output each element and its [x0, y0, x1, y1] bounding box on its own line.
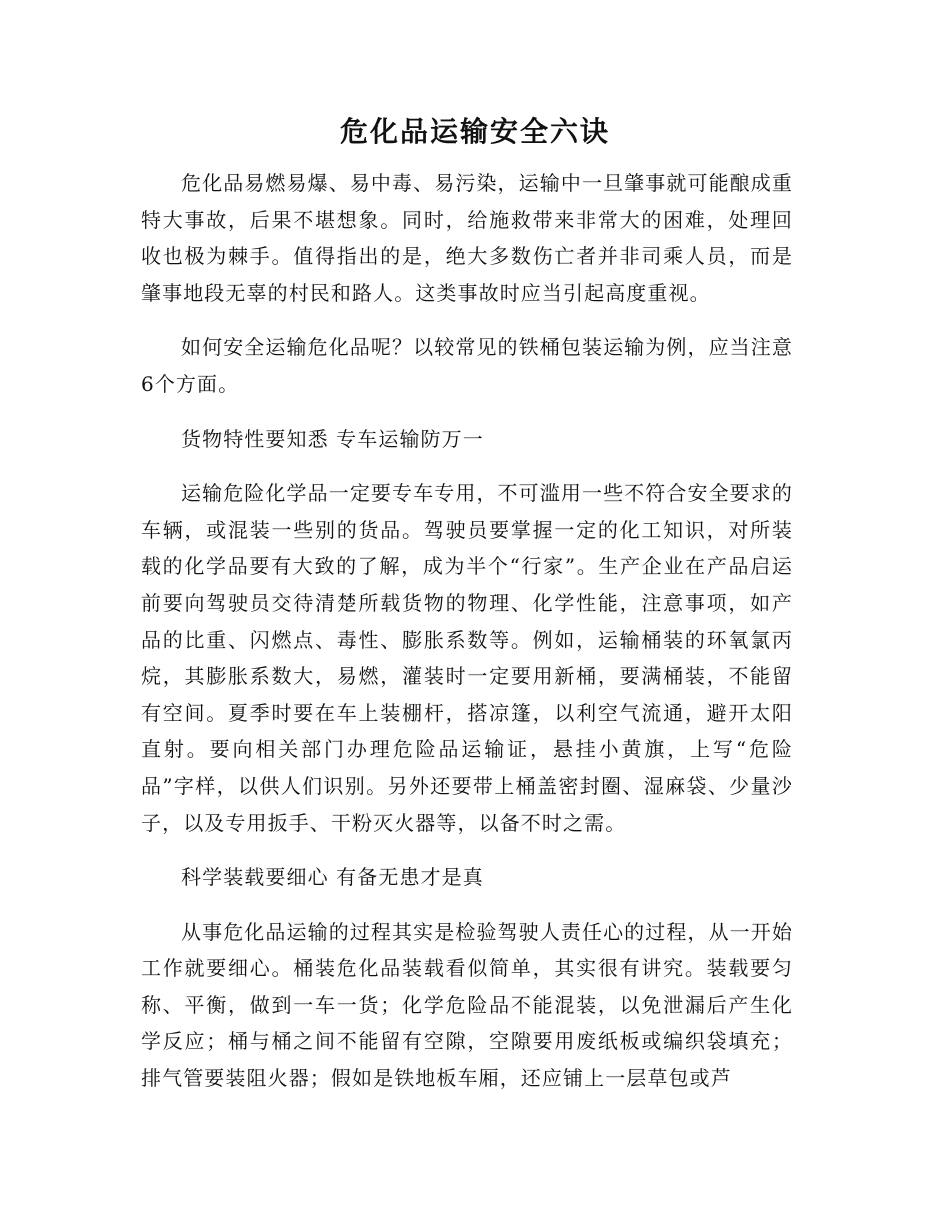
section-heading-2: 科学装载要细心 有备无患才是真 [181, 865, 484, 890]
paragraph-intro: 危化品易燃易爆、易中毒、易污染，运输中一旦肇事就可能酿成重特大事故，后果不堪想象。同时，给施救带来非常大的困难，处理回收也极为棘手。值得指出的是，绝大多数伤亡者并非司乘人员，而是肇事地段无辜的村民和路人。这类事故时应当引起高度重视。 [141, 171, 793, 305]
document-body [141, 165, 793, 1115]
document-title: 危化品运输安全六诀 [339, 115, 610, 148]
paragraph-section-1: 运输危险化学品一定要专车专用，不可滥用一些不符合安全要求的车辆，或混装一些别的货品。驾驶员要掌握一定的化工知识，对所装载的化学品要有大致的了解，成为半个“行家”。生产企业在产品启运前要向驾驶员交待清楚所载货物的物理、化学性能，注意事项，如产品的比重、闪燃点、毒性、膨胀系数等。例如，运输桶装的环氧氯丙烷，其膨胀系数大，易燃，灌装时一定要用新桶，要满桶装，不能留有空间。夏季时要在车上装棚杆，搭凉篷，以利空气流通，避开太阳直射。要向相关部门办理危险品运输证，悬挂小黄旗，上写“危险品”字样，以供人们识别。另外还要带上桶盖密封圈、湿麻袋、少量沙子，以及专用扳手、干粉灭火器等，以备不时之需。 [141, 481, 793, 835]
paragraph-question: 如何安全运输危化品呢？以较常见的铁桶包装运输为例，应当注意6个方面。 [141, 335, 793, 396]
section-heading-1: 货物特性要知悉 专车运输防万一 [181, 426, 484, 451]
paragraph-section-2: 从事危化品运输的过程其实是检验驾驶人责任心的过程，从一开始工作就要细心。桶装危化品装载看似简单，其实很有讲究。装载要匀称、平衡，做到一车一货；化学危险品不能混装，以免泄漏后产生化学反应；桶与桶之间不能留有空隙，空隙要用废纸板或编织袋填充；排气管要装阻火器；假如是铁地板车厢，还应铺上一层草包或芦 [141, 919, 793, 1091]
